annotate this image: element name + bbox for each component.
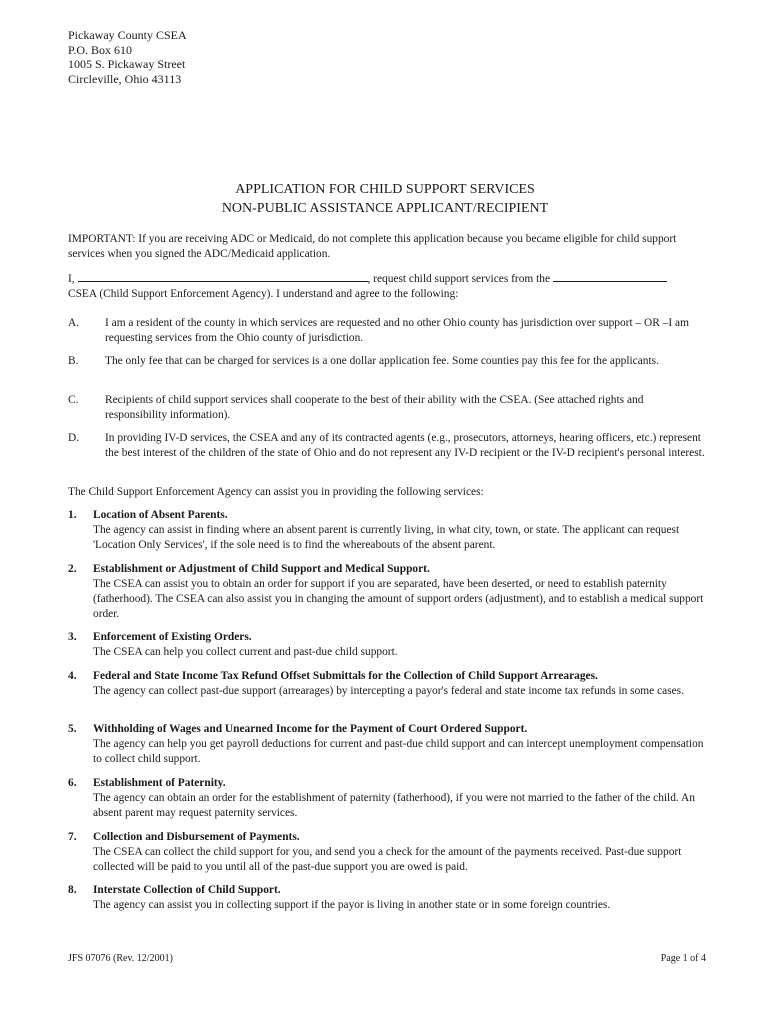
service-item bbox=[68, 830, 708, 875]
agreement-item bbox=[68, 354, 708, 369]
service-title: Establishment or Adjustment of Child Support and Medical Support. bbox=[93, 563, 430, 575]
address-line: Pickaway County CSEA bbox=[68, 28, 187, 42]
service-number: 2. bbox=[68, 563, 77, 575]
agency-address bbox=[68, 28, 187, 86]
service-item bbox=[68, 883, 708, 913]
service-number: 3. bbox=[68, 631, 77, 643]
service-item bbox=[68, 562, 708, 622]
service-item bbox=[68, 776, 708, 821]
item-letter: B. bbox=[68, 355, 79, 367]
address-line: P.O. Box 610 bbox=[68, 42, 133, 57]
item-text: Recipients of child support services shall cooperate to the best of their ability with the CSEA. (See attached rights and responsibility information). bbox=[105, 394, 644, 421]
service-title: Location of Absent Parents. bbox=[93, 509, 228, 521]
request-suffix: CSEA (Child Support Enforcement Agency). I understand and agree to the following: bbox=[68, 288, 459, 300]
form-id: JFS 07076 (Rev. 12/2001) bbox=[68, 953, 173, 964]
page-number: Page 1 of 4 bbox=[660, 953, 706, 964]
service-number: 6. bbox=[68, 777, 77, 789]
agreement-item bbox=[68, 316, 708, 346]
service-description: The CSEA can collect the child support for you, and send you a check for the amount of the payments received. Past-due support collected will be paid to you until all of the past-due support you are owed is paid. bbox=[93, 846, 682, 873]
service-description: The agency can assist in finding where an absent parent is currently living, in what city, town, or state. The applicant can request 'Location Only Services', if the sole need is to find the whereabouts of the absent parent. bbox=[93, 524, 680, 551]
service-number: 5. bbox=[68, 723, 77, 735]
item-text: I am a resident of the county in which services are requested and no other Ohio county has jurisdiction over support – OR –I am requesting services from the Ohio county of jurisdiction. bbox=[105, 317, 689, 344]
service-title: Withholding of Wages and Unearned Income for the Payment of Court Ordered Support. bbox=[93, 723, 528, 735]
address-line: Circleville, Ohio 43113 bbox=[68, 71, 182, 86]
service-title: Enforcement of Existing Orders. bbox=[93, 631, 252, 643]
services-intro: The Child Support Enforcement Agency can assist you in providing the following services: bbox=[68, 486, 484, 498]
request-prefix: I, bbox=[68, 273, 78, 285]
applicant-name-field[interactable] bbox=[78, 270, 368, 282]
service-item bbox=[68, 630, 708, 660]
service-description: The agency can obtain an order for the establishment of paternity (fatherhood), if you were not married to the father of the child. An absent parent may request paternity services. bbox=[93, 792, 695, 819]
service-item bbox=[68, 669, 708, 699]
address-line: 1005 S. Pickaway Street bbox=[68, 57, 186, 72]
service-number: 8. bbox=[68, 884, 77, 896]
item-text: The only fee that can be charged for services is a one dollar application fee. Some counties pay this fee for the applicants. bbox=[105, 355, 659, 367]
request-middle: , request child support services from the bbox=[367, 273, 553, 285]
service-description: The agency can collect past-due support (arrearages) by intercepting a payor's federal and state income tax refunds in some cases. bbox=[93, 685, 684, 697]
item-letter: D. bbox=[68, 432, 80, 444]
request-statement bbox=[68, 270, 708, 302]
agreement-item bbox=[68, 431, 708, 461]
service-description: The CSEA can assist you to obtain an order for support if you are separated, have been deserted, or need to establish paternity (fatherhood). The CSEA can also assist you in changing the amount of support orders (adjustment), and to establish a medical support order. bbox=[93, 578, 704, 620]
item-text: In providing IV-D services, the CSEA and any of its contracted agents (e.g., prosecutors, attorneys, hearing officers, etc.) represent the best interest of the children of the state of Ohio and do not represent any IV-D recipient or the IV-D recipient's personal interest. bbox=[105, 432, 705, 459]
service-title: Establishment of Paternity. bbox=[93, 777, 226, 789]
agreement-item bbox=[68, 393, 708, 423]
item-letter: A. bbox=[68, 317, 80, 329]
service-item bbox=[68, 508, 708, 553]
service-item bbox=[68, 722, 708, 767]
county-name-field[interactable] bbox=[553, 270, 667, 282]
service-number: 1. bbox=[68, 509, 77, 521]
service-number: 7. bbox=[68, 831, 77, 843]
service-title: Collection and Disbursement of Payments. bbox=[93, 831, 300, 843]
document-title: APPLICATION FOR CHILD SUPPORT SERVICES bbox=[235, 182, 535, 197]
service-number: 4. bbox=[68, 670, 77, 682]
service-description: The agency can assist you in collecting support if the payor is living in another state or in some foreign countries. bbox=[93, 899, 611, 911]
service-description: The agency can help you get payroll deductions for current and past-due child support and can intercept unemployment compensation to collect child support. bbox=[93, 738, 704, 765]
service-title: Interstate Collection of Child Support. bbox=[93, 884, 281, 896]
document-subtitle: NON-PUBLIC ASSISTANCE APPLICANT/RECIPIENT bbox=[221, 201, 549, 216]
service-description: The CSEA can help you collect current and past-due child support. bbox=[93, 646, 398, 658]
service-title: Federal and State Income Tax Refund Offset Submittals for the Collection of Child Support Arrearages. bbox=[93, 670, 598, 682]
item-letter: C. bbox=[68, 394, 79, 406]
important-notice: IMPORTANT: If you are receiving ADC or Medicaid, do not complete this application because you became eligible for child support services when you signed the ADC/Medicaid application. bbox=[68, 233, 677, 260]
